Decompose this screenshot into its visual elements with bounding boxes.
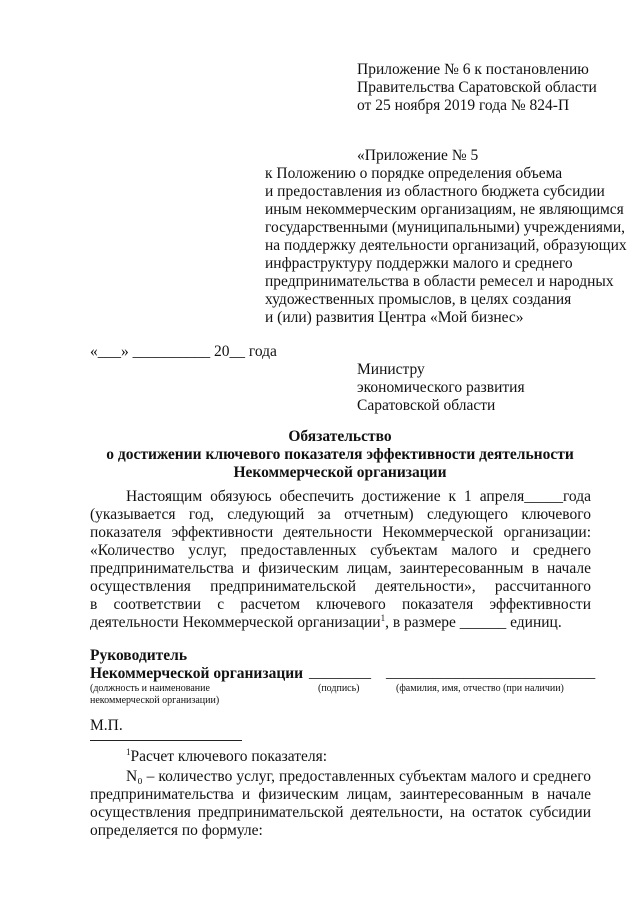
addressee-line-1: Министру	[357, 361, 425, 378]
title-line-1: Обязательство	[288, 428, 392, 445]
caption-position-1: (должность и наименование	[90, 683, 210, 694]
footnote-line: N₀ – количество услуг, предоставленных субъектам малого и среднего	[126, 768, 591, 785]
seal-place: М.П.	[90, 717, 123, 734]
body-line: (указывается год, следующий за отчетным) следующего ключевого	[90, 506, 591, 523]
footnote-last-line: определяется по формуле:	[90, 822, 263, 839]
body-line: в соответствии с расчетом ключевого показателя эффективности	[90, 596, 591, 613]
footnote-line: осуществления предпринимательской деятельности, на остаток субсидии	[90, 804, 591, 821]
caption-position-2: некоммерческой организации)	[90, 695, 220, 706]
footnote-mark: 1	[126, 746, 131, 757]
appendix-5-line: художественных промыслов, в целях создания	[265, 291, 572, 308]
appendix-5-line: предпринимательства в области ремесел и народных	[265, 273, 614, 290]
signature-head-1: Руководитель	[90, 647, 188, 664]
caption-full-name: (фамилия, имя, отчество (при наличии)	[396, 683, 564, 694]
appendix-header-line-2: Правительства Саратовской области	[357, 79, 597, 96]
body-line: Настоящим обязуюсь обеспечить достижение к 1 апреля_____года	[126, 488, 591, 505]
title-line-3: Некоммерческой организации	[233, 464, 447, 481]
appendix-5-line: и (или) развития Центра «Мой бизнес»	[265, 309, 524, 326]
name-blank: ___________________________	[386, 664, 596, 681]
appendix-5-line: к Положению о порядке определения объема	[265, 165, 563, 182]
appendix-5-line: иным некоммерческим организациям, не являющимся	[265, 201, 624, 218]
date-line: «___» __________ 20__ года	[90, 343, 277, 360]
addressee-line-3: Саратовской области	[357, 397, 496, 414]
appendix-5-line: на поддержку деятельности организаций, образующих	[265, 237, 627, 254]
footnote-separator	[90, 740, 242, 741]
body-last-text: деятельности Некоммерческой организации	[90, 614, 381, 631]
appendix-5-line: инфраструктуру поддержки малого и среднего	[265, 255, 573, 272]
signature-blank: ________	[309, 664, 371, 681]
signature-head-2: Некоммерческой организации	[90, 665, 304, 682]
body-last-tail: , в размере ______ единиц.	[385, 614, 562, 631]
appendix-5-line: государственными (муниципальными) учреждениями,	[265, 219, 626, 236]
appendix-header-line-1: Приложение № 6 к постановлению	[357, 61, 589, 78]
title-line-2: о достижении ключевого показателя эффективности деятельности	[106, 446, 574, 463]
body-line: «Количество услуг, предоставленных субъектам малого и среднего	[90, 542, 591, 559]
body-last-line	[90, 614, 562, 632]
body-line: показателя эффективности деятельности Некоммерческой организации:	[90, 524, 591, 541]
appendix-5-title: «Приложение № 5	[357, 147, 479, 164]
footnote-title-text: Расчет ключевого показателя:	[130, 748, 328, 765]
caption-signature: (подпись)	[318, 683, 360, 694]
body-line: осуществления предпринимательской деятельности», рассчитанного	[90, 578, 591, 595]
body-line: предпринимательства и физическим лицам, заинтересованным в начале	[90, 560, 591, 577]
footnote-title	[126, 748, 327, 766]
appendix-5-line: и предоставления из областного бюджета субсидии	[265, 183, 605, 200]
footnote-reference: 1	[380, 612, 386, 623]
appendix-header-line-3: от 25 ноября 2019 года № 824-П	[357, 97, 570, 114]
addressee-line-2: экономического развития	[357, 379, 525, 396]
footnote-line: предпринимательства и физическим лицам, заинтересованным в начале	[90, 786, 591, 803]
